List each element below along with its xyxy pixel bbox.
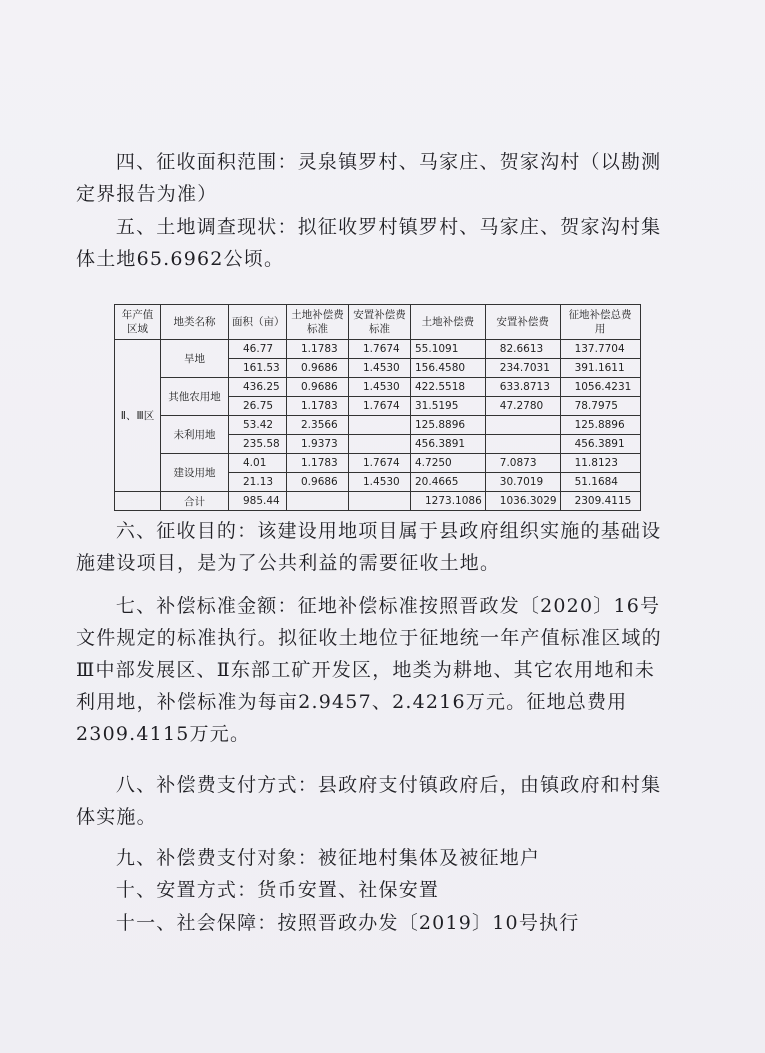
header-land-std: 土地补偿费标准 <box>287 305 349 340</box>
land-std-cell: 0.9686 <box>287 359 349 378</box>
table-row <box>115 378 641 397</box>
area-cell: 21.13 <box>229 473 287 492</box>
area-cell: 53.42 <box>229 416 287 435</box>
resettle-std-cell <box>349 435 411 454</box>
area-cell: 436.25 <box>229 378 287 397</box>
area-cell: 46.77 <box>229 340 287 359</box>
paragraph-payment-method: 八、补偿费支付方式：县政府支付镇政府后，由镇政府和村集体实施。 <box>76 774 662 828</box>
land-std-cell: 0.9686 <box>287 473 349 492</box>
total-fee-cell: 137.7704 <box>560 340 640 359</box>
paragraph-compensation-standard: 七、补偿标准金额：征地补偿标准按照晋政发〔2020〕16号文件规定的标准执行。拟征收土地位于征地统一年产值标准区域的Ⅲ中部发展区、Ⅱ东部工矿开发区，地类为耕地、其它农用地和未利用地，补偿标准为每亩2.9457、2.4216万元。征地总费用2309.4115万元。 <box>76 595 662 745</box>
total-label-cell: 合计 <box>161 492 229 511</box>
total-fee-cell: 51.1684 <box>560 473 640 492</box>
area-cell: 26.75 <box>229 397 287 416</box>
total-fee-cell: 78.7975 <box>560 397 640 416</box>
total-fee-cell: 11.8123 <box>560 454 640 473</box>
header-land-fee: 土地补偿费 <box>411 305 486 340</box>
header-resettle-std: 安置补偿费标准 <box>349 305 411 340</box>
resettle-std-cell: 1.4530 <box>349 378 411 397</box>
paragraph-land-survey: 五、土地调查现状：拟征收罗村镇罗村、马家庄、贺家沟村集体土地65.6962公顷。 <box>76 216 662 270</box>
total-empty-cell <box>115 492 161 511</box>
category-cell: 旱地 <box>161 340 229 378</box>
header-resettle-fee: 安置补偿费 <box>485 305 560 340</box>
area-cell: 161.53 <box>229 359 287 378</box>
table-total-row <box>115 492 641 511</box>
land-std-cell: 1.1783 <box>287 454 349 473</box>
total-fee-cell: 125.8896 <box>560 416 640 435</box>
resettle-fee-cell: 633.8713 <box>485 378 560 397</box>
land-std-cell: 1.9373 <box>287 435 349 454</box>
total-area-cell: 985.44 <box>229 492 287 511</box>
resettle-fee-cell: 7.0873 <box>485 454 560 473</box>
land-std-cell: 2.3566 <box>287 416 349 435</box>
category-cell: 其他农用地 <box>161 378 229 416</box>
paragraph-resettlement: 十、安置方式：货币安置、社保安置 <box>115 879 440 901</box>
land-std-cell: 1.1783 <box>287 340 349 359</box>
land-std-cell: 0.9686 <box>287 378 349 397</box>
resettle-std-cell: 1.4530 <box>349 473 411 492</box>
area-cell: 4.01 <box>229 454 287 473</box>
total-fee-cell: 391.1611 <box>560 359 640 378</box>
resettle-std-cell <box>349 416 411 435</box>
total-sum-cell: 2309.4115 <box>560 492 640 511</box>
land-std-cell: 1.1783 <box>287 397 349 416</box>
resettle-std-cell: 1.4530 <box>349 359 411 378</box>
total-empty-cell <box>349 492 411 511</box>
land-fee-cell: 456.3891 <box>411 435 486 454</box>
header-land-type: 地类名称 <box>161 305 229 340</box>
header-area: 面积（亩） <box>229 305 287 340</box>
resettle-fee-cell <box>485 435 560 454</box>
total-fee-cell: 456.3891 <box>560 435 640 454</box>
resettle-fee-cell: 234.7031 <box>485 359 560 378</box>
area-cell: 235.58 <box>229 435 287 454</box>
land-fee-cell: 55.1091 <box>411 340 486 359</box>
region-cell: Ⅱ、Ⅲ区 <box>115 340 161 492</box>
table-header-row <box>115 305 641 340</box>
paragraph-payment-target: 九、补偿费支付对象：被征地村集体及被征地户 <box>115 847 541 869</box>
total-fee-cell: 1056.4231 <box>560 378 640 397</box>
table-row <box>115 454 641 473</box>
table-row <box>115 340 641 359</box>
land-fee-cell: 156.4580 <box>411 359 486 378</box>
paragraph-purpose: 六、征收目的：该建设用地项目属于县政府组织实施的基础设施建设项目，是为了公共利益的需要征收土地。 <box>76 520 662 574</box>
total-land-fee-cell: 1273.1086 <box>411 492 486 511</box>
resettle-fee-cell: 30.7019 <box>485 473 560 492</box>
land-fee-cell: 31.5195 <box>411 397 486 416</box>
land-fee-cell: 125.8896 <box>411 416 486 435</box>
land-fee-cell: 4.7250 <box>411 454 486 473</box>
header-total-fee: 征地补偿总费用 <box>560 305 640 340</box>
resettle-std-cell: 1.7674 <box>349 397 411 416</box>
resettle-fee-cell <box>485 416 560 435</box>
paragraph-acquisition-scope: 四、征收面积范围：灵泉镇罗村、马家庄、贺家沟村（以勘测定界报告为准） <box>76 151 662 205</box>
land-fee-cell: 422.5518 <box>411 378 486 397</box>
resettle-std-cell: 1.7674 <box>349 340 411 359</box>
category-cell: 建设用地 <box>161 454 229 492</box>
resettle-fee-cell: 82.6613 <box>485 340 560 359</box>
resettle-fee-cell: 47.2780 <box>485 397 560 416</box>
total-empty-cell <box>287 492 349 511</box>
table-row <box>115 416 641 435</box>
land-fee-cell: 20.4665 <box>411 473 486 492</box>
header-region: 年产值区域 <box>115 305 161 340</box>
total-resettle-fee-cell: 1036.3029 <box>485 492 560 511</box>
resettle-std-cell: 1.7674 <box>349 454 411 473</box>
compensation-table <box>114 304 641 511</box>
category-cell: 未利用地 <box>161 416 229 454</box>
paragraph-social-security: 十一、社会保障：按照晋政办发〔2019〕10号执行 <box>115 912 580 934</box>
